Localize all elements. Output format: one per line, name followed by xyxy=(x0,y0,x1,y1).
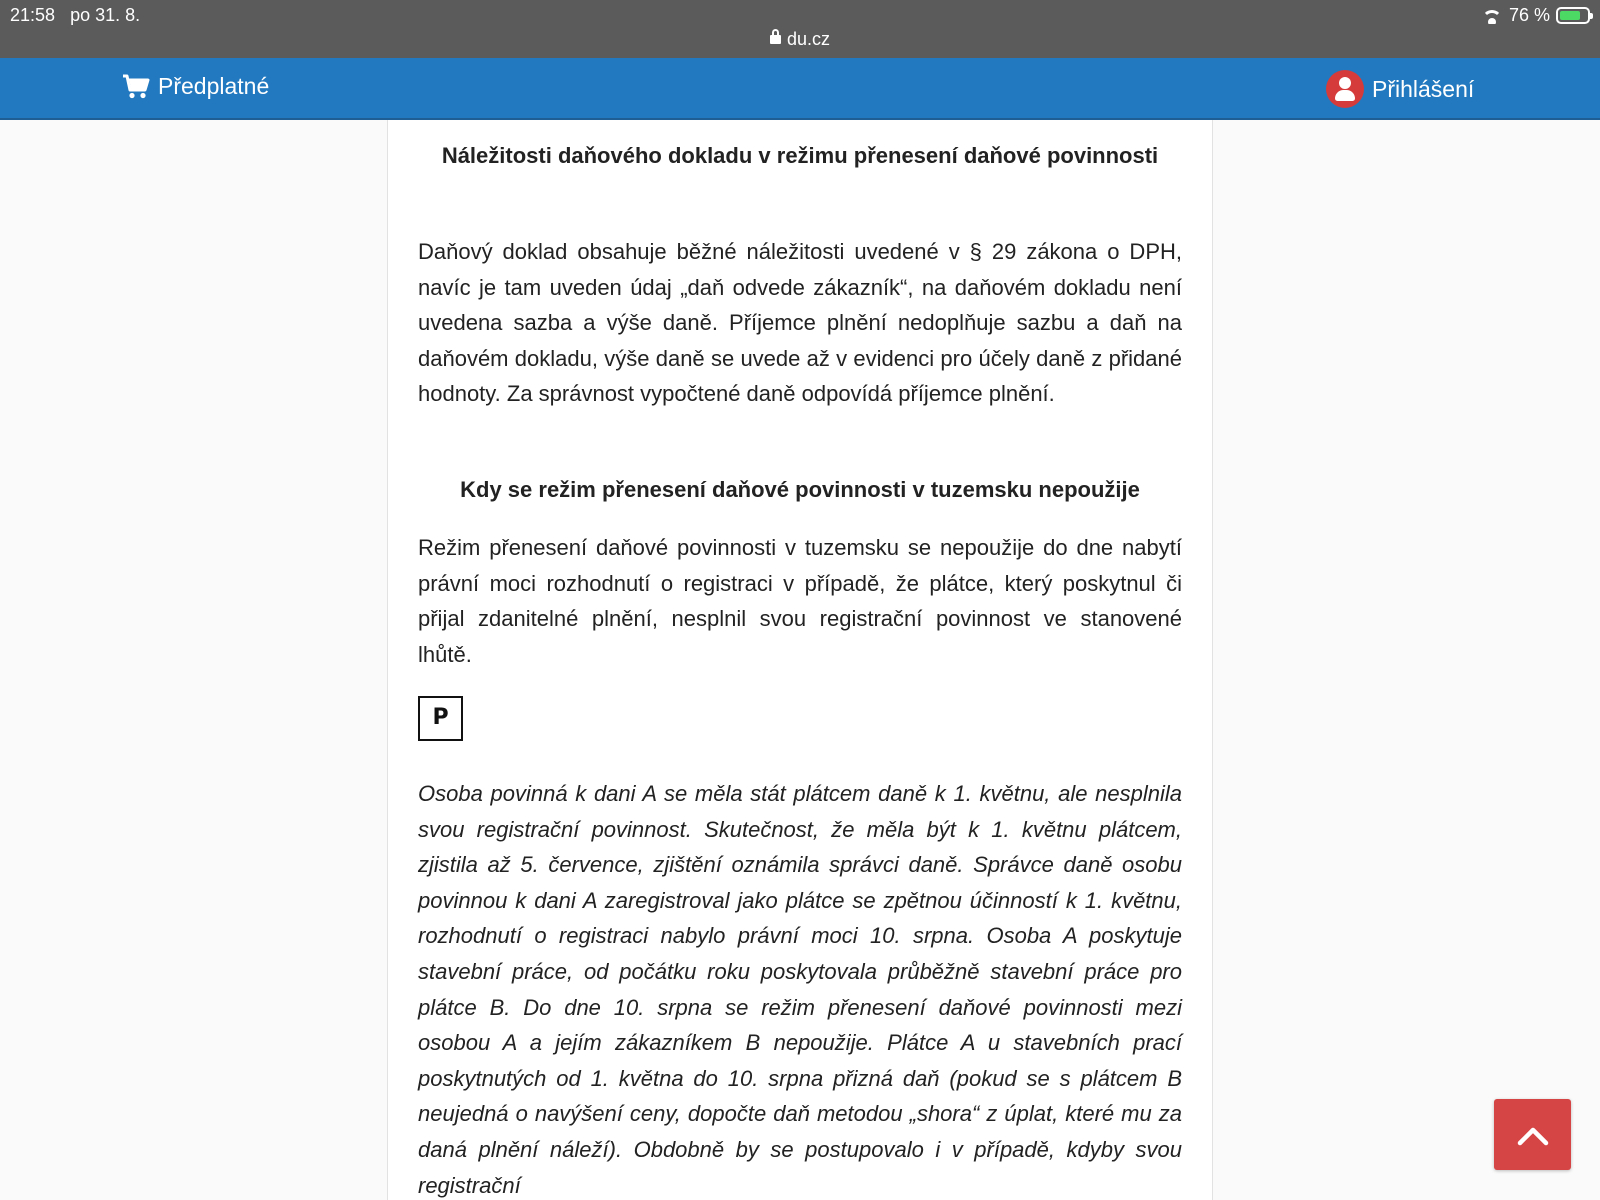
address-bar[interactable] xyxy=(0,29,1600,50)
login-link[interactable] xyxy=(1326,70,1474,108)
chevron-up-icon xyxy=(1517,1124,1549,1146)
url-text: du.cz xyxy=(786,29,831,49)
paragraph-exception: Režim přenesení daňové povinnosti v tuzemsku se nepoužije do dne nabytí právní moci rozhodnutí o registraci v případě, že plátce, který poskytnul či přijal zdanitelné plnění, nesplnil svou registrační povinnost ve stanovené lhůtě. xyxy=(418,535,1182,667)
lock-icon xyxy=(770,35,781,44)
battery-level xyxy=(1560,11,1580,20)
login-label: Přihlášení xyxy=(1372,75,1475,102)
cart-icon xyxy=(122,72,150,100)
battery-icon xyxy=(1556,7,1590,24)
status-time: 21:58 xyxy=(10,5,56,25)
subscription-link[interactable] xyxy=(122,72,269,100)
status-bar xyxy=(0,0,1600,58)
section-heading-exception: Kdy se režim přenesení daňové povinnosti v tuzemsku nepoužije xyxy=(460,477,1140,502)
status-date: po 31. 8. xyxy=(70,5,141,25)
article-content xyxy=(387,120,1213,1200)
example-text: Osoba povinná k dani A se měla stát plátcem daně k 1. květnu, ale nesplnila svou registrační povinnost. Skutečnost, že měla být k 1. květnu plátcem, zjistila až 5. července, zjištění oznámila správci daně. Správce daně osobu povinnou k dani A zaregistroval jako plátce se zpětnou účinností k 1. květnu, rozhodnutí o registraci nabylo právní moci 10. srpna. Osoba A poskytuje stavební práce, od počátku roku poskytovala průběžně stavební práce pro plátce B. Do dne 10. srpna se režim přenesení daňové povinnosti mezi osobou A a jejím zákazníkem B nepoužije. Plátce A u stavebních prací poskytnutých od 1. května do 10. srpna přizná daň (pokud se s plátcem B neujedná o navýšení ceny, dopočte daň metodou „shora“ z úplat, které mu za daná plnění náleží). Obdobně by se postupovalo i v případě, kdyby svou registrační xyxy=(418,781,1182,1198)
user-icon xyxy=(1326,70,1364,108)
paragraph-invoice: Daňový doklad obsahuje běžné náležitosti uvedené v § 29 zákona o DPH, navíc je tam uveden údaj „daň odvede zákazník“, na daňovém dokladu není uvedena sazba a výše daně. Příjemce plnění nedoplňuje sazbu a daň na daňovém dokladu, výše daně se uvede až v evidenci pro účely daně z přidané hodnoty. Za správnost vypočtené daně odpovídá příjemce plnění. xyxy=(418,239,1182,407)
battery-percent: 76 % xyxy=(1508,5,1550,25)
subscription-label: Předplatné xyxy=(158,72,270,99)
wifi-icon xyxy=(1481,8,1503,24)
status-time-date xyxy=(10,5,140,26)
site-header xyxy=(0,58,1600,120)
status-indicators xyxy=(1481,5,1590,26)
section-heading-invoice: Náležitosti daňového dokladu v režimu přenesení daňové povinnosti xyxy=(441,143,1159,168)
scroll-to-top-button[interactable] xyxy=(1494,1099,1571,1170)
example-marker-icon: P xyxy=(418,696,463,741)
